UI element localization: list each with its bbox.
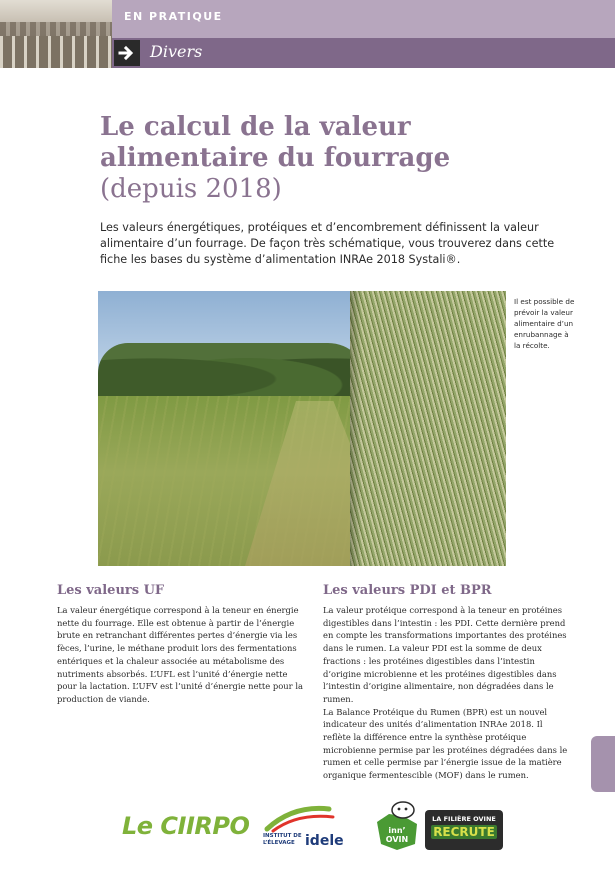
photo-caption: Il est possible de prévoir la valeur alimentaire d’un enrubannage à la récolte. — [514, 297, 575, 350]
innovin-text: inn’ OVIN — [385, 826, 409, 844]
pdi-bpr-column — [323, 604, 573, 782]
page-edge-tab — [591, 736, 615, 792]
page-title — [100, 112, 570, 205]
hay-field-photo — [98, 291, 506, 566]
title-line-2: alimentaire du fourrage — [100, 143, 451, 173]
ciirpo-logo: Le CIIRPO — [122, 812, 250, 840]
photo-trees — [98, 343, 368, 403]
idele-name: idele — [305, 833, 344, 849]
innovin-logo — [373, 800, 421, 852]
photo-bale — [350, 291, 506, 566]
header-photo-sheep-barn — [0, 0, 112, 68]
filiere-ovine-logo — [425, 810, 503, 850]
arrow-right-icon — [114, 40, 140, 66]
filiere-main-text: RECRUTE — [431, 825, 497, 839]
pdi-bpr-heading: Les valeurs PDI et BPR — [323, 583, 492, 598]
uf-body: La valeur énergétique correspond à la teneur en énergie nette du fourrage. Elle est obtenue à partir de l’énergie brute en retranchant différentes pertes d’énergie via les fèces, l’urine, le méthane produit lors des fermentations entériques et la chaleur associée au métabolisme des nutriments absorbés. L’UFL est l’unité d’énergie nette pour la lactation. L’UFV est l’unité d’énergie nette pour la production de viande. — [57, 605, 304, 704]
bpr-paragraph: La Balance Protéique du Rumen (BPR) est un nouvel indicateur des unités d’alimentation INRAe 2018. Il reflète la différence entre la synthèse protéique microbienne permise par les protéines dégradées dans le rumen et celle permise par l’énergie issue de la matière organique fermentescible (MOF) dans le rumen. — [323, 706, 568, 781]
idele-swoosh-icon — [263, 803, 343, 833]
filiere-top-text: LA FILIÈRE OVINE — [432, 815, 496, 823]
uf-column — [57, 604, 305, 706]
intro-paragraph: Les valeurs énergétiques, protéiques et d’encombrement définissent la valeur alimentaire d’un fourrage. De façon très schématique, vous trouverez dans cette fiche les bases du système d’alimentation INRAe 2018 Systali®. — [100, 221, 555, 266]
uf-heading: Les valeurs UF — [57, 583, 165, 598]
idele-small-text: INSTITUT DE L’ÉLEVAGE — [263, 833, 302, 846]
header-kicker: EN PRATIQUE — [124, 10, 223, 23]
section-label: Divers — [150, 42, 203, 61]
title-subtitle: (depuis 2018) — [100, 174, 282, 204]
idele-logo — [263, 803, 343, 853]
pdi-paragraph: La valeur protéique correspond à la teneur en protéines digestibles dans l’intestin : les PDI. Cette dernière prend en compte les transformations importantes des protéines dans le rumen. La valeur PDI est la somme de deux fractions : les protéines digestibles dans l’intestin d’origine microbienne et les protéines digestibles dans l’intestin d’origine alimentaire, non dégradées dans le rumen. — [323, 605, 567, 704]
barn-pen — [0, 36, 112, 68]
title-line-1: Le calcul de la valeur — [100, 112, 411, 142]
barn-roof — [0, 0, 112, 22]
